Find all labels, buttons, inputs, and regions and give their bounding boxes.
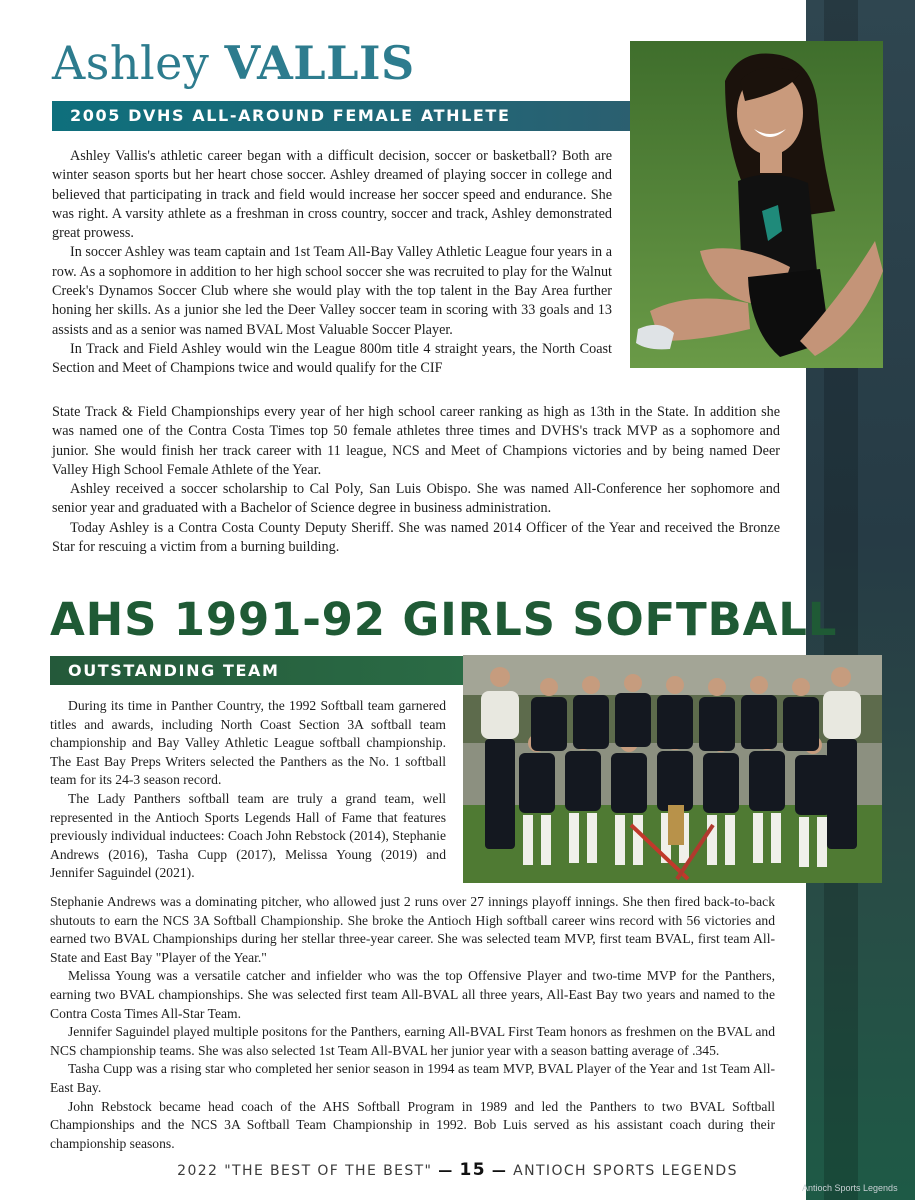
article1-paragraph: In soccer Ashley was team captain and 1st Team All-Bay Valley Athletic League four years in a row. As a sophomore in addition to her high school soccer she was recruited to play for the Walnut Creek's Dynamos Soccer Club where she would play with the top talent in the Bay Area further honing her skills. As a junior she led the Deer Valley soccer team in scoring with 33 goals and 13 assists and as a senior was named BVAL Most Valuable Soccer Player. <box>52 244 612 338</box>
article1-title-first: Ashley <box>52 36 225 90</box>
footer-dash: — <box>491 1163 508 1179</box>
footer-dash: — <box>438 1163 454 1179</box>
athlete-portrait-graphic <box>630 41 883 368</box>
article2-body-bottom <box>50 893 775 1153</box>
article2-title-last: GIRLS SOFTBALL <box>402 593 838 646</box>
article2-subtitle-bar <box>50 656 463 685</box>
article1-title-last: VALLIS <box>224 36 415 90</box>
article1-paragraph: State Track & Field Championships every year of her high school career ranking as high as 13th in the State. In addition she was named one of the Contra Costa Times top 50 female athletes three times and DVHS's track MVP as a sophomore and junior. She would finish her track career with 11 league, NCS and Meet of Champions victories and by being named Deer Valley High School Female Athlete of the Year. <box>52 404 780 478</box>
article1-paragraph: Today Ashley is a Contra Costa County Deputy Sheriff. She was named 2014 Officer of the Year and received the Bronze Star for rescuing a victim from a burning building. <box>52 519 780 556</box>
article2-body-top <box>50 697 446 883</box>
footer-publication: 2022 "THE BEST OF THE BEST" <box>177 1163 433 1179</box>
footer-organization: ANTIOCH SPORTS LEGENDS <box>513 1163 738 1179</box>
article1-body-bottom <box>52 403 780 557</box>
article2-paragraph: Jennifer Saguindel played multiple positons for the Panthers, earning All-BVAL First Team honors as freshmen on the BVAL and NCS championship teams. She was also selected 1st Team All-BVAL her junior year with a season batting average of .345. <box>50 1024 775 1058</box>
watermark: Antioch Sports Legends <box>802 1183 898 1193</box>
article1-paragraph: In Track and Field Ashley would win the League 800m title 4 straight years, the North Coast Section and Meet of Champions twice and would qualify for the CIF <box>52 340 612 377</box>
article2-paragraph: During its time in Panther Country, the 1992 Softball team garnered titles and awards, including North Coast Section 3A softball team championship and Bay Valley Athletic League softball championship. The East Bay Preps Writers selected the Panthers as the No. 1 softball team for its 24-3 season record. <box>50 698 446 788</box>
article1-body-top <box>52 147 612 379</box>
page-footer <box>0 1160 915 1180</box>
article2-paragraph: John Rebstock became head coach of the AHS Softball Program in 1989 and led the Panthers to two BVAL Softball Championships and the NCS 3A Softball Team Championship in 1992. Bob Luis served as his assistant coach during their championship seasons. <box>50 1098 775 1151</box>
page-number: 15 <box>459 1160 486 1180</box>
article1-paragraph: Ashley received a soccer scholarship to Cal Poly, San Luis Obispo. She was named All-Conference her sophomore and senior year and graduated with a Bachelor of Science degree in business administration. <box>52 481 780 517</box>
article2-subtitle: OUTSTANDING TEAM <box>68 661 280 680</box>
team-photo <box>463 655 882 883</box>
article1-subtitle-bar <box>52 101 630 131</box>
team-photo-graphic <box>463 655 882 883</box>
article2-paragraph: Melissa Young was a versatile catcher and infielder who was the top Offensive Player and two-time MVP for the Panthers, earning two BVAL championships. She was selected first team All-BVAL all three years, All-East Bay two years and named to the Contra Costa Times All-Star Team. <box>50 968 775 1021</box>
article2-paragraph: The Lady Panthers softball team are truly a grand team, well represented in the Antioch Sports Legends Hall of Fame that features previously individual inductees: Coach John Rebstock (2014), Stephanie Andrews (2016), Tasha Cupp (2017), Melissa Young (2019) and Jennifer Saguindel (2021). <box>50 790 446 881</box>
article1-subtitle: 2005 DVHS ALL-AROUND FEMALE ATHLETE <box>70 106 511 125</box>
article1-title <box>52 34 415 92</box>
article2-title-first: AHS 1991-92 <box>50 593 403 646</box>
athlete-portrait-photo <box>630 41 883 368</box>
article1-paragraph: Ashley Vallis's athletic career began with a difficult decision, soccer or basketball? Both are winter season sports but her heart chose soccer. Ashley dreamed of playing soccer in college and believed that participating in track and field would increase her soccer speed and endurance. She was right. A varsity athlete as a freshman in cross country, soccer and track, Ashley demonstrated great prowess. <box>52 148 612 242</box>
article2-title <box>50 588 837 652</box>
article2-paragraph: Stephanie Andrews was a dominating pitcher, who allowed just 2 runs over 27 innings playoff innings. She then fired back-to-back shutouts to earn the NCS 3A Softball Championship. She broke the Antioch High softball career wins record with 56 victories and earned two BVAL Championships during her stellar three-year career. She was selected team MVP, first team BVAL, first team All-State and East Bay "Player of the Year." <box>50 894 775 965</box>
article2-paragraph: Tasha Cupp was a rising star who completed her senior season in 1994 as team MVP, BVAL Player of the Year and 1st Team All-East Bay. <box>50 1061 775 1095</box>
